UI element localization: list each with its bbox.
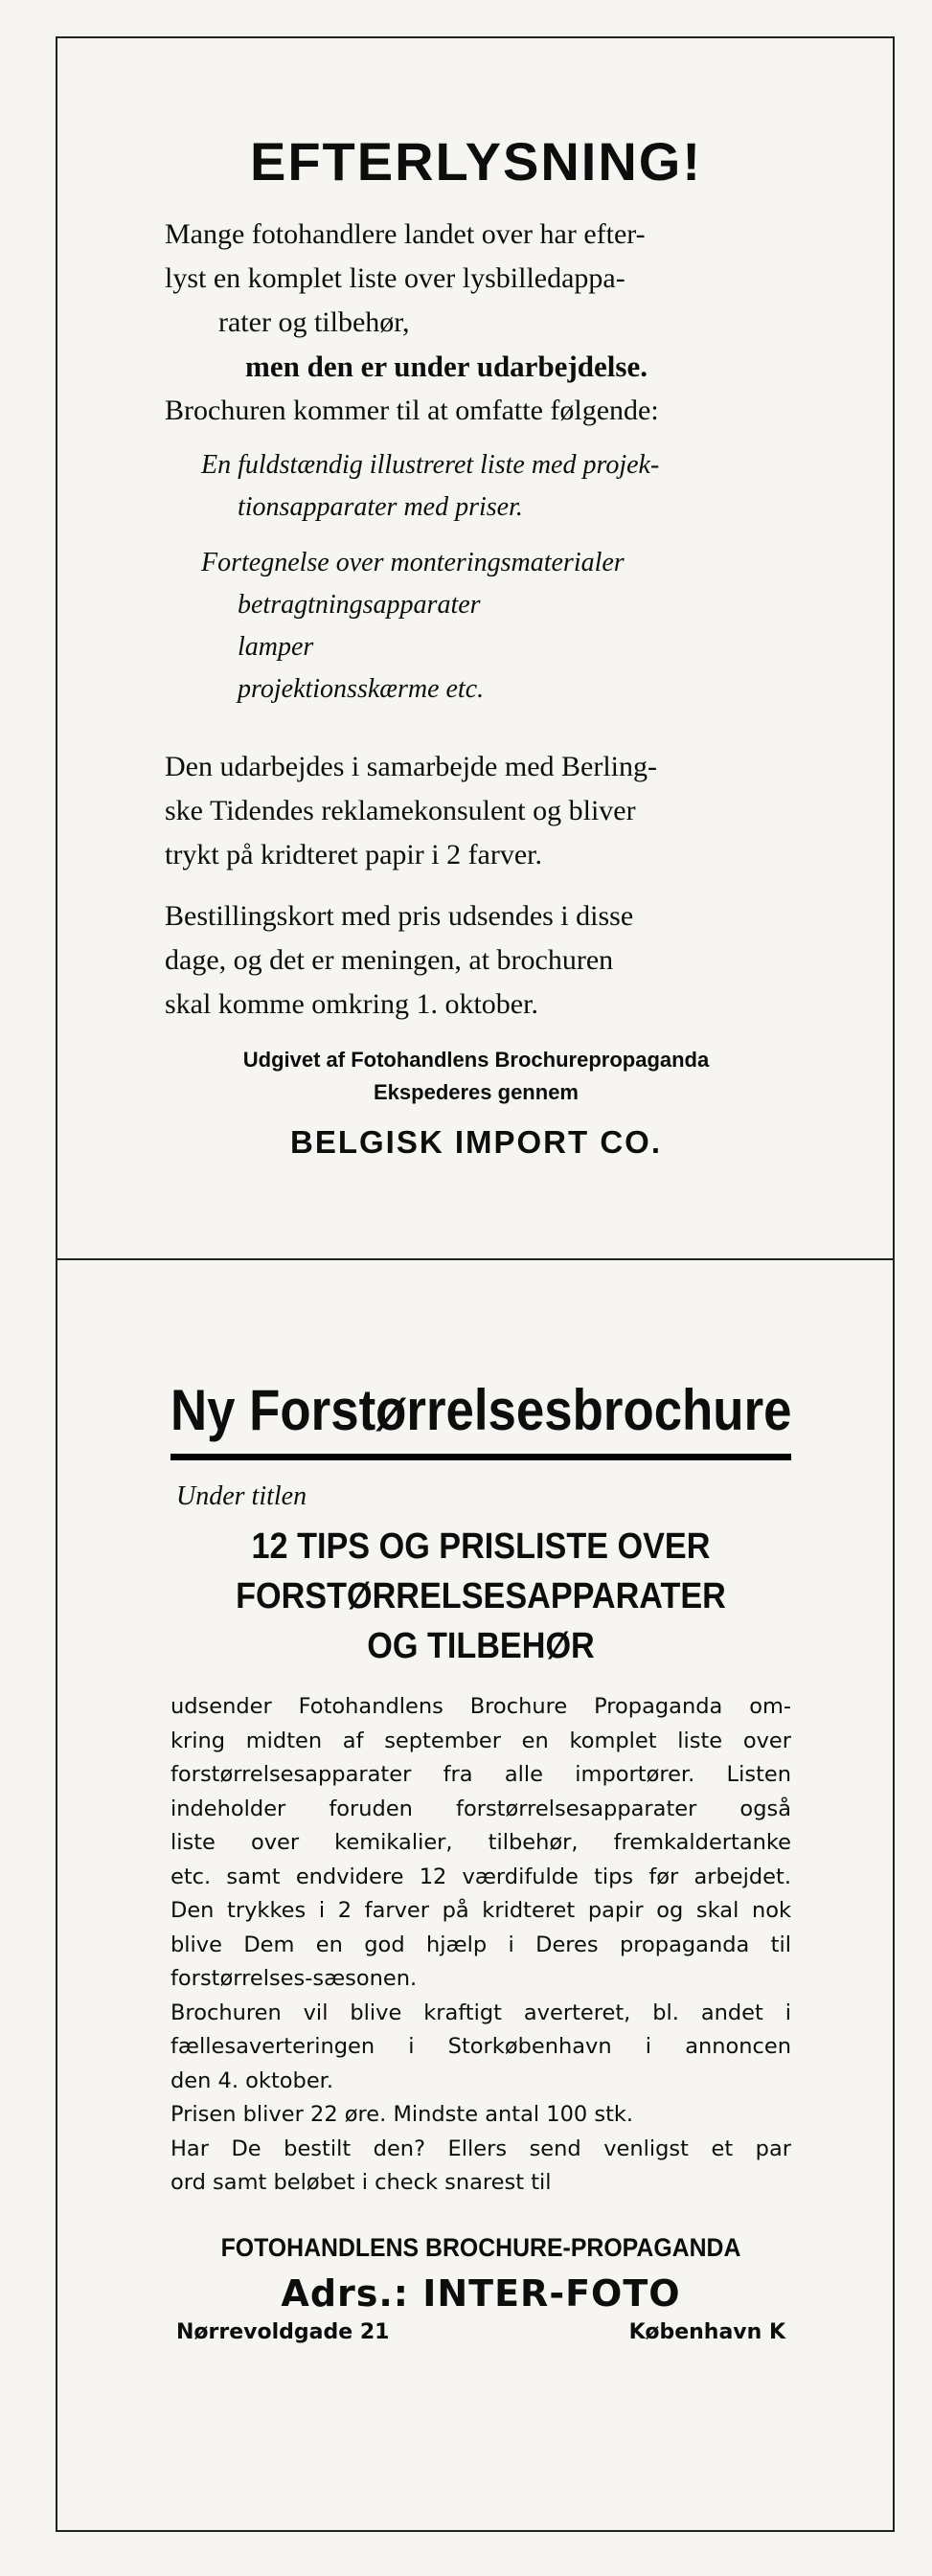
- ad2-address: [176, 2320, 785, 2344]
- ad2-body-line: etc. samt endvidere 12 værdifulde tips før arbejdet.: [170, 1864, 791, 1889]
- ad2-city: København K: [628, 2319, 785, 2344]
- ad1-list2-item2: betragtningsapparater: [238, 589, 481, 620]
- ad1-p4-line2: dage, og det er meningen, at brochuren: [165, 943, 614, 976]
- ad1-list2-item4: projektionsskærme etc.: [238, 673, 485, 704]
- ad1-list1-line1: En fuldstændig illustreret liste med projek-: [201, 449, 660, 480]
- ad1-bold-line: men den er under udarbejdelse.: [245, 349, 648, 383]
- ad2-body-line: ord samt beløbet i check snarest til: [170, 2170, 552, 2195]
- ad1-list2-item1: Fortegnelse over monteringsmaterialer: [201, 547, 625, 577]
- ad2-headline: [201, 1522, 760, 1671]
- ad1-p1-line3: rater og tilbehør,: [218, 305, 410, 338]
- ad2-body-line: forstørrelsesapparater fra alle importører. Listen: [170, 1762, 791, 1787]
- ad2-body: [170, 1690, 791, 2201]
- ad2-body-line: Prisen bliver 22 øre. Mindste antal 100 stk.: [170, 2102, 634, 2127]
- ad1-list1-line2: tionsapparater med priser.: [238, 491, 523, 522]
- ad1-credit-publisher: Udgivet af Fotohandlens Brochurepropaganda: [242, 1047, 710, 1072]
- ad1-p1-line2: lyst en komplet liste over lysbilledappa-: [165, 261, 625, 294]
- ad2-body-line: udsender Fotohandlens Brochure Propaganda om-: [170, 1694, 791, 1719]
- ad2-body-line: Den trykkes i 2 farver på kridteret papir og skal nok: [170, 1898, 791, 1923]
- ad2-body-line: indeholder foruden forstørrelsesapparater også: [170, 1796, 791, 1821]
- ad1-title: EFTERLYSNING!: [250, 131, 702, 192]
- ad2-headline-line3: OG TILBEHØR: [367, 1626, 595, 1666]
- ad1-credit-dispatch: Ekspederes gennem: [374, 1079, 579, 1104]
- ad2-body-line: forstørrelses-sæsonen.: [170, 1966, 418, 1991]
- ad2-body-line: blive Dem en god hjælp i Deres propaganda til: [170, 1932, 791, 1957]
- ad2-body-line: kring midten af september en komplet liste over: [170, 1728, 791, 1753]
- ad2-body-line: liste over kemikalier, tilbehør, fremkaldertanke: [170, 1830, 791, 1855]
- ad2-footer-name: FOTOHANDLENS BROCHURE-PROPAGANDA: [220, 2232, 741, 2262]
- ad2-headline-line2: FORSTØRRELSESAPPARATER: [236, 1576, 726, 1616]
- ad2-street: Nørrevoldgade 21: [176, 2319, 390, 2344]
- ad2-body-line: fællesaverteringen i Storkøbenhavn i annoncen: [170, 2034, 791, 2059]
- ad2-body-line: Har De bestilt den? Ellers send venligst et par: [170, 2135, 791, 2161]
- ad1-p3-line3: trykt på kridteret papir i 2 farver.: [165, 838, 543, 870]
- ad1-p4-line1: Bestillingskort med pris udsendes i disse: [165, 899, 634, 932]
- ad1-p3-line2: ske Tidendes reklamekonsulent og bliver: [165, 794, 636, 826]
- ad2-body-line: Brochuren vil blive kraftigt averteret, bl. andet i: [170, 2000, 791, 2025]
- ad1-list2-item3: lamper: [238, 631, 314, 662]
- ad2-body-line: den 4. oktober.: [170, 2068, 334, 2093]
- title-rule: [170, 1454, 791, 1460]
- section-divider: [56, 1258, 895, 1260]
- ad-forstoerrelsesbrochure: [170, 1379, 791, 2344]
- ad2-under-title: Under titlen: [176, 1481, 307, 1511]
- ad2-title: Ny Forstørrelsesbrochure: [170, 1378, 792, 1442]
- ad1-p1-line1: Mange fotohandlere landet over har efter-: [165, 217, 646, 250]
- ad1-p3-line1: Den udarbejdes i samarbejde med Berling-: [165, 750, 657, 782]
- ad1-p2: Brochuren kommer til at omfatte følgende:: [165, 394, 659, 426]
- ad1-company: BELGISK IMPORT CO.: [289, 1123, 662, 1160]
- ad1-p4-line3: skal komme omkring 1. oktober.: [165, 987, 538, 1020]
- ad2-headline-line1: 12 TIPS OG PRISLISTE OVER: [251, 1526, 711, 1567]
- ad2-footer-adrs: Adrs.: INTER-FOTO: [281, 2271, 681, 2315]
- ad-efterlysning: [165, 132, 787, 1161]
